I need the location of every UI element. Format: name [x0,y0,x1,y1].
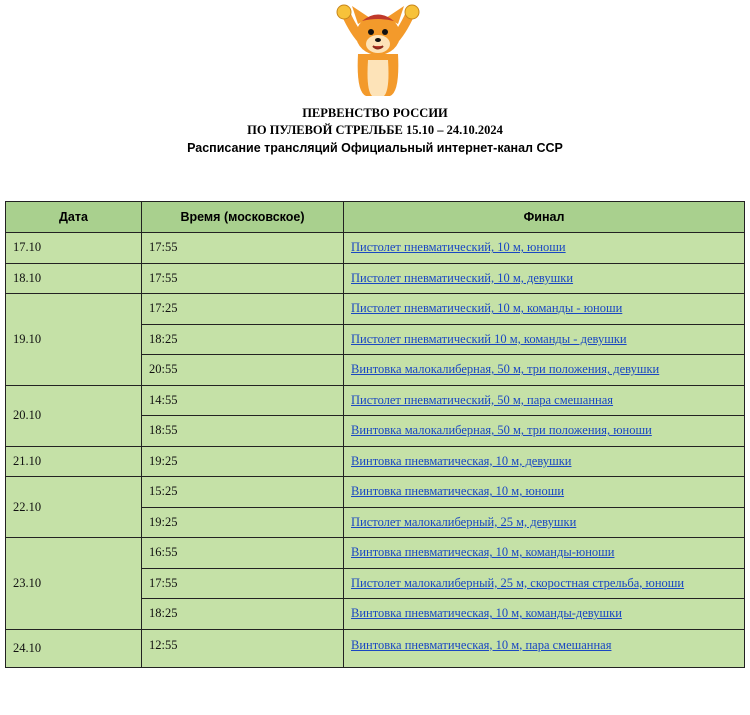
event-link[interactable]: Пистолет пневматический, 10 м, девушки [351,270,574,285]
event-link[interactable]: Винтовка пневматическая, 10 м, пара смешанная [351,637,612,652]
date-cell: 18.10 [6,263,142,294]
time-cell: 17:55 [142,263,344,294]
event-cell [344,538,745,569]
time-cell: 12:55 [142,629,344,668]
event-cell [344,599,745,630]
title-line-2: ПО ПУЛЕВОЙ СТРЕЛЬБЕ 15.10 – 24.10.2024 [247,123,503,137]
event-link[interactable]: Винтовка пневматическая, 10 м, девушки [351,453,572,468]
event-cell [344,385,745,416]
subtitle-broadcast-schedule: Расписание трансляций Официальный интернет-канал ССР [187,141,563,155]
date-cell: 20.10 [6,385,142,446]
date-cell: 22.10 [6,477,142,538]
time-cell: 17:55 [142,233,344,264]
time-cell: 17:25 [142,294,344,325]
event-link[interactable]: Пистолет пневматический, 10 м, юноши [351,240,566,255]
event-link[interactable]: Пистолет малокалиберный, 25 м, девушки [351,514,577,529]
event-cell [344,355,745,386]
table-header-row [6,202,745,233]
date-cell: 24.10 [6,629,142,668]
broadcast-schedule-table [5,201,745,668]
event-link[interactable]: Винтовка пневматическая, 10 м, команды-девушки [351,606,622,621]
time-cell: 14:55 [142,385,344,416]
time-cell: 18:25 [142,324,344,355]
event-cell [344,507,745,538]
time-cell: 18:25 [142,599,344,630]
date-cell: 21.10 [6,446,142,477]
event-cell [344,568,745,599]
time-cell: 19:25 [142,446,344,477]
event-cell [344,263,745,294]
event-cell [344,324,745,355]
time-cell: 17:55 [142,568,344,599]
event-link[interactable]: Пистолет малокалиберный, 25 м, скоростная стрельба, юноши [351,575,685,590]
event-cell [344,477,745,508]
event-link[interactable]: Винтовка пневматическая, 10 м, команды-юноши [351,545,615,560]
event-cell [344,416,745,447]
table-row [6,233,745,264]
event-link[interactable]: Винтовка малокалиберная, 50 м, три положения, юноши [351,423,652,438]
time-cell: 19:25 [142,507,344,538]
time-cell: 16:55 [142,538,344,569]
column-header-final: Финал [344,202,745,233]
title-line-1: ПЕРВЕНСТВО РОССИИ [302,106,448,120]
event-link[interactable]: Винтовка малокалиберная, 50 м, три положения, девушки [351,362,660,377]
table-row [6,446,745,477]
table-row [6,263,745,294]
event-cell [344,446,745,477]
table-row [6,629,745,668]
table-row [6,385,745,416]
table-row [6,477,745,508]
table-row [6,538,745,569]
fox-mascot-icon [318,2,438,96]
column-header-date: Дата [6,202,142,233]
date-cell: 19.10 [6,294,142,386]
event-link[interactable]: Пистолет пневматический 10 м, команды - девушки [351,331,627,346]
event-cell [344,294,745,325]
time-cell: 18:55 [142,416,344,447]
event-cell [344,233,745,264]
time-cell: 15:25 [142,477,344,508]
column-header-time: Время (московское) [142,202,344,233]
date-cell: 23.10 [6,538,142,630]
time-cell: 20:55 [142,355,344,386]
date-cell: 17.10 [6,233,142,264]
event-link[interactable]: Винтовка пневматическая, 10 м, юноши [351,484,565,499]
event-link[interactable]: Пистолет пневматический, 10 м, команды - юноши [351,301,623,316]
event-link[interactable]: Пистолет пневматический, 50 м, пара смешанная [351,392,614,407]
event-cell [344,629,745,668]
table-row [6,294,745,325]
